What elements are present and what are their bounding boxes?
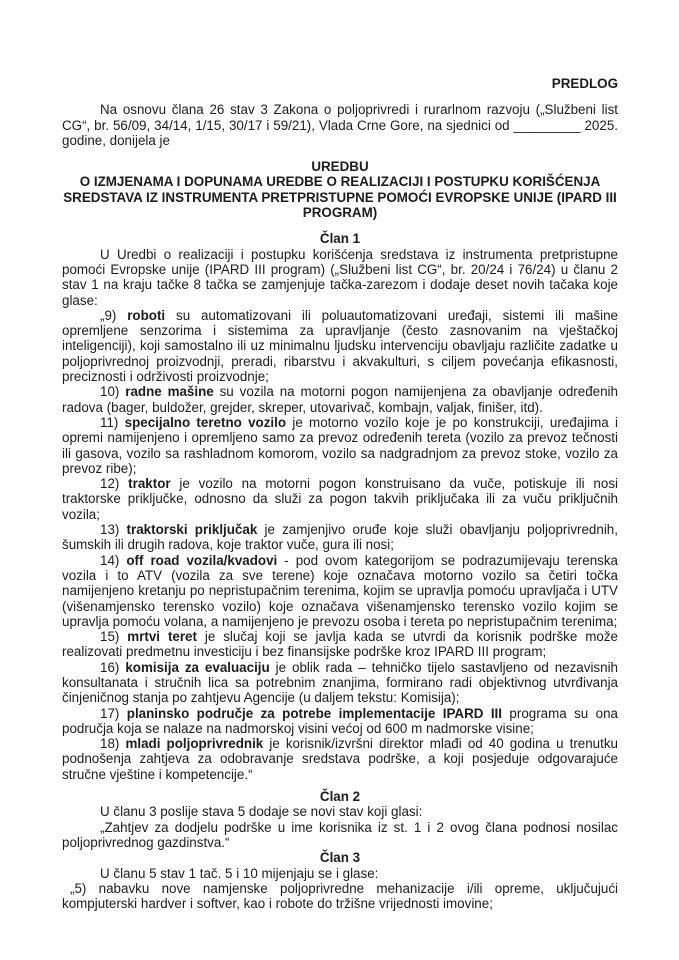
item-text: su vozila na motorni pogon namijenjena za obavljanje određenih radova (bager, buldožer, grejder, skreper, utovarivač, kombajn, valjak, finišer, itd). [62, 384, 618, 415]
definition-item-13 [62, 522, 618, 553]
item-number: 18) [100, 736, 120, 752]
article-3-paragraph-1: U članu 5 stav 1 tač. 5 i 10 mijenjaju se i glase: [100, 865, 379, 881]
article-3-heading: Član 3 [319, 850, 361, 866]
item-text: je zamjenjivo oruđe koje služi obavljanju poljoprivrednih, šumskih ili drugih radova, koje traktor vuče, gura ili nosi; [62, 522, 618, 553]
definition-item-11 [62, 415, 618, 476]
definition-item-12 [62, 476, 618, 522]
article-2-paragraph-2: „Zahtjev za dodjelu podrške u ime korisnika iz st. 1 i 2 ovog člana podnosi nosilac poljoprivrednog gazdinstva.“ [62, 819, 618, 850]
definition-item-10 [62, 384, 618, 415]
item-term: radne mašine [125, 384, 214, 400]
article-3-paragraph-2: „5) nabavku nove namjenske poljoprivredne mehanizacije i/ili opreme, uključujući kompjuterski hardver i softver, kao i robote do tržišne vrijednosti imovine; [62, 880, 618, 912]
item-term: mladi poljoprivrednik [125, 736, 264, 752]
item-number: 10) [100, 384, 120, 400]
definition-item-9 [62, 308, 618, 384]
article-1-heading: Član 1 [319, 231, 361, 247]
item-term: specijalno teretno vozilo [124, 414, 287, 430]
definition-item-17 [62, 706, 618, 737]
item-term: off road vozila/kvadovi [126, 552, 278, 568]
article-3 [62, 850, 618, 911]
article-1 [62, 231, 618, 782]
item-term: mrtvi teret [127, 629, 197, 645]
item-number: 13) [100, 522, 120, 538]
definition-item-14 [62, 553, 618, 629]
item-text: - pod ovom kategorijom se podrazumijevaju terenska vozila i to ATV (vozila za sve terene) koje označava motorno vozilo sa četiri točka namijenjeno kretanju po nepristupačnim terenima, kojim se upravlja pomoću upravljača i UTV (višenamjensko terensko vozilo) koje označava višenamjensko terensko vozilo kojim se upravlja pomoću volana, a namijenjeno je prevozu osoba i tereta po nepristupačnim terenima; [62, 552, 618, 629]
document-title-word: UREDBU [311, 159, 369, 175]
document-tag: PREDLOG [551, 76, 618, 91]
item-term: komisija za evaluaciju [125, 659, 270, 675]
item-term: planinsko područje za potrebe implementacije IPARD III [126, 705, 502, 721]
preamble-paragraph: Na osnovu člana 26 stav 3 Zakona o poljoprivredi i rurarlnom razvoju („Službeni list CG“, br. 56/09, 34/14, 1/15, 30/17 i 59/21), Vlada Crne Gore, na sjednici od _________ 2025. godine, donijela je [62, 102, 618, 148]
item-text: programa su ona područja koja se nalaze na nadmorskoj visini većoj od 600 m nadmorske visine; [62, 705, 618, 736]
item-number: 12) [100, 476, 120, 492]
item-number: 16) [100, 659, 120, 675]
item-term: traktor [128, 476, 171, 492]
article-1-intro: U Uredbi o realizaciji i postupku korišćenja sredstava iz instrumenta pretpristupne pomoći Evropske unije (IPARD III program) („Službeni list CG“, br. 20/24 i 76/24) u članu 2 stav 1 na kraju tačke 8 tačka se zamjenjuje tačka-zarezom i dodaje deset novih tačaka koje glase: [62, 246, 618, 308]
item-number: 17) [100, 705, 120, 721]
item-text: je motorno vozilo koje je po konstrukciji, uređajima i opremi namijenjeno i opremljeno samo za prevoz određenih tereta (vozilo za prevoz tečnosti ili gasova, vozilo sa rashladnom komorom, vozilo sa nadgradnjom za prevoz stoke, vozilo za prevoz ribe); [62, 414, 618, 476]
definition-item-18 [62, 736, 618, 782]
item-number: 11) [100, 414, 119, 430]
item-text: su automatizovani ili poluautomatizovani uređaji, sistemi ili mašine opremljene senzorima i sistemima za upravljanje (često zasnovanim na vještačkoj inteligenciji), koji samostalno ili uz minimalnu ljudsku intervenciju obavljaju različite zadatke u poljoprivrednoj proizvodnji, preradi, ribarstvu i akvakulturi, s ciljem povećanja efikasnosti, preciznosti i održivosti proizvodnje; [62, 307, 618, 385]
item-text: je slučaj koji se javlja kada se utvrdi da korisnik podrške može realizovati predmetnu investiciju i bez finansijske podrške kroz IPARD III program; [62, 629, 618, 660]
item-number: „9) [100, 307, 117, 323]
article-2-heading: Član 2 [319, 789, 361, 805]
article-2-paragraph-1: U članu 3 poslije stava 5 dodaje se novi stav koji glasi: [100, 804, 423, 820]
item-text: je korisnik/izvršni direktor mlađi od 40 godina u trenutku podnošenja zahtjeva za odobravanje sredstava podrške, a koji posjeduje odgovarajuće stručne vještine i kompetencije.“ [62, 736, 618, 782]
item-number: 15) [100, 629, 120, 645]
document-title: O IZMJENAMA I DOPUNAMA UREDBE O REALIZACIJI I POSTUPKU KORIŠĆENJA SREDSTAVA IZ INSTRUMENTA PRETPRISTUPNE POMOĆI EVROPSKE UNIJE (IPARD III PROGRAM) [63, 174, 617, 221]
definition-item-15 [62, 629, 618, 660]
item-text: je vozilo na motorni pogon konstruisano da vuče, potiskuje ili nosi traktorske priključke, odnosno da služi za pogon takvih priključaka ili za vuču priključnih vozila; [62, 476, 618, 522]
item-text: je oblik rada – tehničko tijelo sastavljeno od nezavisnih konsultanata i stručnih lica sa potrebnim znanjima, formirano radi objektivnog utvrđivanja činjeničnog stanja po zahtjevu Agencije (u daljem tekstu: Komisija); [62, 659, 618, 706]
definition-item-16 [62, 660, 618, 706]
item-term: roboti [127, 307, 166, 323]
item-term: traktorski priključak [126, 522, 258, 538]
item-number: 14) [100, 552, 120, 568]
article-2 [62, 789, 618, 850]
